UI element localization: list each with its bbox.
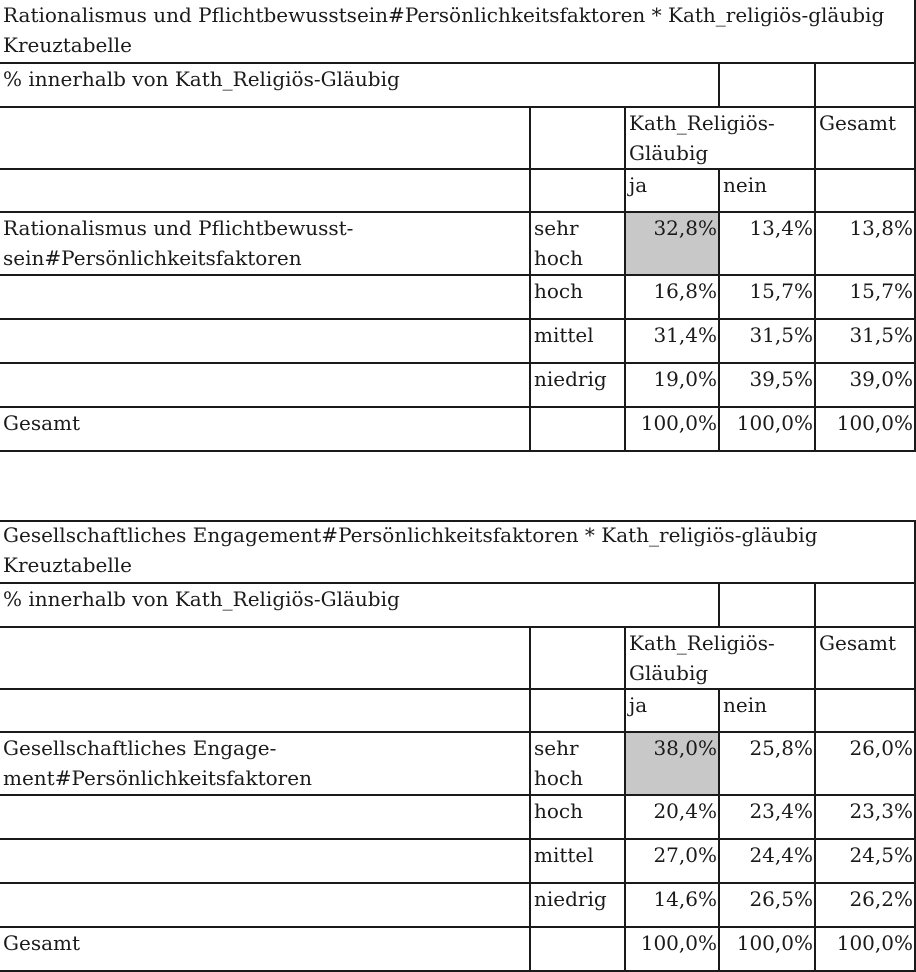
cell-ja-highlighted: 38,0%: [626, 733, 720, 794]
row-category-label: niedrig: [531, 364, 626, 406]
header-row: [0, 108, 916, 170]
cell-total: 31,5%: [816, 320, 916, 362]
empty-cell: [0, 276, 531, 318]
empty-cell: [531, 690, 626, 731]
column-group-header: Kath_Religiös-Gläubig: [626, 628, 816, 688]
empty-cell: [816, 64, 916, 106]
cell-total: 26,0%: [816, 733, 916, 794]
empty-cell: [0, 690, 531, 731]
cell-ja: 14,6%: [626, 884, 720, 926]
empty-cell: [0, 364, 531, 406]
cell-total: 15,7%: [816, 276, 916, 318]
row-category-label: sehr hoch: [531, 213, 626, 274]
empty-cell: [816, 170, 916, 211]
empty-cell: [720, 64, 816, 106]
title-row: [0, 0, 916, 64]
empty-cell: [0, 628, 531, 688]
empty-cell: [0, 840, 531, 882]
table-row: [0, 796, 916, 840]
cell-ja: 31,4%: [626, 320, 720, 362]
subheader-row: [0, 690, 916, 733]
total-row: [0, 928, 916, 972]
header-row: [0, 628, 916, 690]
row-category-label: hoch: [531, 796, 626, 838]
row-variable-label: Gesellschaftliches Engage-ment#Persönlichkeitsfaktoren: [0, 733, 531, 794]
column-ja-header: ja: [626, 690, 720, 731]
row-category-label: sehr hoch: [531, 733, 626, 794]
empty-cell: [531, 170, 626, 211]
table-title: Rationalismus und Pflichtbewusstsein#Persönlichkeitsfaktoren * Kath_religiös-gläubig Kreuztabelle: [0, 0, 916, 62]
column-group-header: Kath_Religiös-Gläubig: [626, 108, 816, 168]
empty-cell: [0, 320, 531, 362]
cell-ja: 100,0%: [626, 408, 720, 450]
row-variable-label: Rationalismus und Pflichtbewusst-sein#Persönlichkeitsfaktoren: [0, 213, 531, 274]
column-total-header: Gesamt: [816, 628, 916, 688]
row-category-label: mittel: [531, 320, 626, 362]
cell-nein: 26,5%: [720, 884, 816, 926]
subtitle-row: [0, 584, 916, 628]
cell-ja: 27,0%: [626, 840, 720, 882]
table-row: [0, 364, 916, 408]
cell-total: 24,5%: [816, 840, 916, 882]
subtitle-row: [0, 64, 916, 108]
cell-total: 23,3%: [816, 796, 916, 838]
cell-nein: 15,7%: [720, 276, 816, 318]
table-row: [0, 884, 916, 928]
cell-nein: 100,0%: [720, 928, 816, 970]
row-category-label: mittel: [531, 840, 626, 882]
table-row: [0, 733, 916, 796]
empty-cell: [720, 584, 816, 626]
cell-total: 39,0%: [816, 364, 916, 406]
cell-nein: 24,4%: [720, 840, 816, 882]
title-row: [0, 520, 916, 584]
empty-cell: [531, 108, 626, 168]
empty-cell: [0, 108, 531, 168]
cell-ja: 16,8%: [626, 276, 720, 318]
column-ja-header: ja: [626, 170, 720, 211]
cell-ja: 20,4%: [626, 796, 720, 838]
row-category-label: hoch: [531, 276, 626, 318]
row-category-label: niedrig: [531, 884, 626, 926]
cell-nein: 13,4%: [720, 213, 816, 274]
empty-cell: [531, 408, 626, 450]
empty-cell: [531, 628, 626, 688]
column-nein-header: nein: [720, 690, 816, 731]
cell-ja: 100,0%: [626, 928, 720, 970]
subheader-row: [0, 170, 916, 213]
empty-cell: [816, 584, 916, 626]
cell-total: 13,8%: [816, 213, 916, 274]
cell-nein: 100,0%: [720, 408, 816, 450]
table-title: Gesellschaftliches Engagement#Persönlichkeitsfaktoren * Kath_religiös-gläubig Kreuztabelle: [0, 520, 916, 582]
table-subtitle: % innerhalb von Kath_Religiös-Gläubig: [0, 584, 720, 626]
column-total-header: Gesamt: [816, 108, 916, 168]
empty-cell: [0, 170, 531, 211]
empty-cell: [531, 928, 626, 970]
table-row: [0, 320, 916, 364]
cell-nein: 39,5%: [720, 364, 816, 406]
cell-ja-highlighted: 32,8%: [626, 213, 720, 274]
cell-ja: 19,0%: [626, 364, 720, 406]
cell-nein: 31,5%: [720, 320, 816, 362]
empty-cell: [0, 884, 531, 926]
column-nein-header: nein: [720, 170, 816, 211]
cell-total: 100,0%: [816, 408, 916, 450]
cell-nein: 25,8%: [720, 733, 816, 794]
table-subtitle: % innerhalb von Kath_Religiös-Gläubig: [0, 64, 720, 106]
cell-nein: 23,4%: [720, 796, 816, 838]
total-row-label: Gesamt: [0, 928, 531, 970]
table-row: [0, 840, 916, 884]
cell-total: 100,0%: [816, 928, 916, 970]
total-row-label: Gesamt: [0, 408, 531, 450]
empty-cell: [0, 796, 531, 838]
table-row: [0, 213, 916, 276]
total-row: [0, 408, 916, 452]
empty-cell: [816, 690, 916, 731]
table-row: [0, 276, 916, 320]
cell-total: 26,2%: [816, 884, 916, 926]
